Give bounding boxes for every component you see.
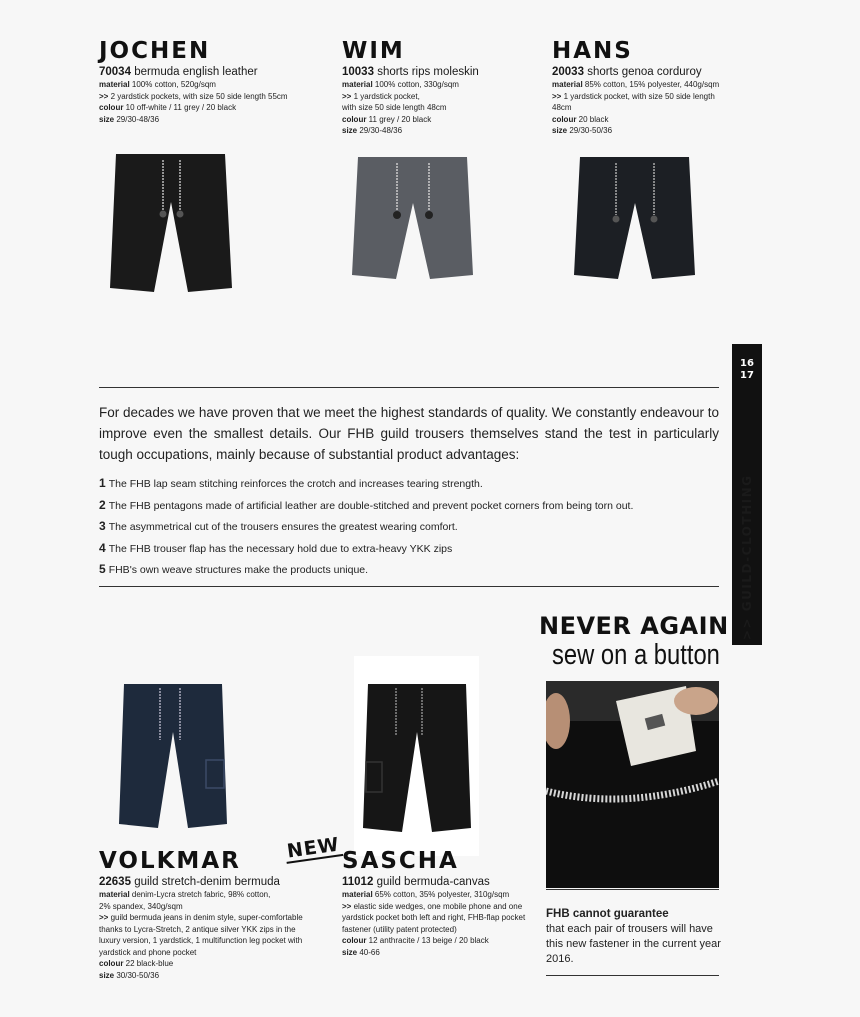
spec-list xyxy=(552,79,727,137)
zipper-photo xyxy=(546,681,719,888)
spec-row: >> elastic side wedges, one mobile phone and one xyxy=(342,901,523,911)
intro-paragraph: For decades we have proven that we meet the highest standards of quality. We constantly endeavour to improve even the smallest details. Our FHB guild trousers themselves stand the test in particularly tough occupations, mainly because of substantial product advantages: xyxy=(99,405,719,462)
spec-row: with size 50 side length 48cm xyxy=(342,103,447,112)
spec-list xyxy=(342,889,542,958)
spec-list xyxy=(342,79,542,137)
product-description: shorts rips moleskin xyxy=(377,66,479,78)
spec-row: size 29/30-48/36 xyxy=(342,126,403,135)
product-title: WIM xyxy=(342,38,405,64)
advantage-item: 2 The FHB pentagons made of artificial leather are double-stitched and prevent pocket corners from being torn out. xyxy=(99,497,634,512)
new-badge: NEW xyxy=(284,834,343,864)
article-number: 10033 xyxy=(342,66,374,78)
spec-row: size 29/30-50/36 xyxy=(552,126,613,135)
spec-row: colour 22 black-blue xyxy=(99,959,174,968)
product-title: VOLKMAR xyxy=(99,848,241,874)
article-number: 11012 xyxy=(342,876,374,888)
spec-row: fastener (utility patent protected) xyxy=(342,924,457,934)
product-volkmar xyxy=(99,850,339,981)
promo-headline: NEVER AGAIN xyxy=(539,612,729,640)
guarantee-title: FHB cannot guarantee xyxy=(546,908,669,920)
product-hans xyxy=(552,40,727,137)
spec-list xyxy=(99,889,339,981)
product-title: HANS xyxy=(552,38,633,64)
spec-row: colour 11 grey / 20 black xyxy=(342,114,432,124)
divider xyxy=(546,889,719,890)
spec-row: >> 1 yardstick pocket, with size 50 side length 48cm xyxy=(552,91,715,112)
spec-row: yardstick and phone pocket xyxy=(99,947,197,957)
spec-row: >> 2 yardstick pockets, with size 50 side length 55cm xyxy=(99,91,288,101)
spec-row: colour 20 black xyxy=(552,114,609,124)
promo-subline: sew on a button xyxy=(552,639,720,671)
product-sascha xyxy=(342,850,542,958)
product-image-hans xyxy=(572,153,697,283)
product-title: SASCHA xyxy=(342,848,459,874)
spec-row: size 29/30-48/36 xyxy=(99,114,160,124)
spec-row: material 85% cotton, 15% polyester, 440g/sqm xyxy=(552,80,720,89)
shorts-shape xyxy=(119,684,227,828)
product-title: JOCHEN xyxy=(99,38,211,64)
page-number-right: 17 xyxy=(740,370,754,381)
advantage-item: 1 The FHB lap seam stitching reinforces the crotch and increases tearing strength. xyxy=(99,476,483,490)
page-number-left: 16 xyxy=(740,358,754,369)
section-label: >> GUILD-CLOTHING xyxy=(740,474,754,640)
article-number: 20033 xyxy=(552,66,584,78)
product-description: guild bermuda-canvas xyxy=(376,876,490,888)
spec-row: thanks to Lycra-Stretch, 2 antique silver YKK zips in the xyxy=(99,924,296,934)
spec-row: luxury version, 1 yardstick, 1 multifunction leg pocket with xyxy=(99,936,303,945)
product-jochen xyxy=(99,40,339,125)
product-wim xyxy=(342,40,542,137)
spec-row: size 30/30-50/36 xyxy=(99,970,160,980)
divider xyxy=(546,975,719,976)
divider xyxy=(99,387,719,388)
product-description: bermuda english leather xyxy=(134,66,258,78)
advantage-item: 3 The asymmetrical cut of the trousers ensures the greatest wearing comfort. xyxy=(99,519,458,533)
product-description: shorts genoa corduroy xyxy=(587,66,702,78)
spec-row: yardstick pocket both left and right, FHB-flap pocket xyxy=(342,913,526,922)
divider xyxy=(99,586,719,587)
guarantee-note xyxy=(546,907,726,967)
spec-row: material 65% cotton, 35% polyester, 310g/sqm xyxy=(342,890,510,899)
spec-row: >> 1 yardstick pocket, xyxy=(342,91,420,101)
spec-row: colour 12 anthracite / 13 beige / 20 black xyxy=(342,936,489,945)
shorts-shape xyxy=(574,157,695,279)
shorts-shape xyxy=(352,157,473,279)
spec-row: colour 10 off-white / 11 grey / 20 black xyxy=(99,103,237,112)
advantage-item: 5 FHB's own weave structures make the products unique. xyxy=(99,562,369,576)
advantages-list xyxy=(99,473,719,581)
spec-row: 2% spandex, 340g/sqm xyxy=(99,901,183,911)
spec-row: material denim-Lycra stretch fabric, 98% cotton, xyxy=(99,890,271,899)
advantage-item: 4 The FHB trouser flap has the necessary hold due to extra-heavy YKK zips xyxy=(99,540,453,555)
product-image-volkmar xyxy=(118,680,228,830)
product-image-wim xyxy=(350,153,475,283)
article-number: 70034 xyxy=(99,66,131,78)
spec-row: material 100% cotton, 520g/sqm xyxy=(99,80,216,89)
shorts-shape xyxy=(110,154,232,292)
page-numbers xyxy=(732,358,762,382)
product-description: guild stretch-denim bermuda xyxy=(134,876,280,888)
spec-row: size 40-66 xyxy=(342,947,380,957)
shorts-shape xyxy=(363,684,471,832)
spec-row: material 100% cotton, 330g/sqm xyxy=(342,80,459,89)
product-image-sascha xyxy=(362,680,472,835)
spec-row: >> guild bermuda jeans in denim style, super-comfortable xyxy=(99,913,303,922)
guarantee-text: that each pair of trousers will have this new fastener in the current year 2016. xyxy=(546,923,721,965)
product-image-jochen xyxy=(108,150,233,295)
article-number: 22635 xyxy=(99,876,131,888)
spec-list xyxy=(99,79,339,125)
